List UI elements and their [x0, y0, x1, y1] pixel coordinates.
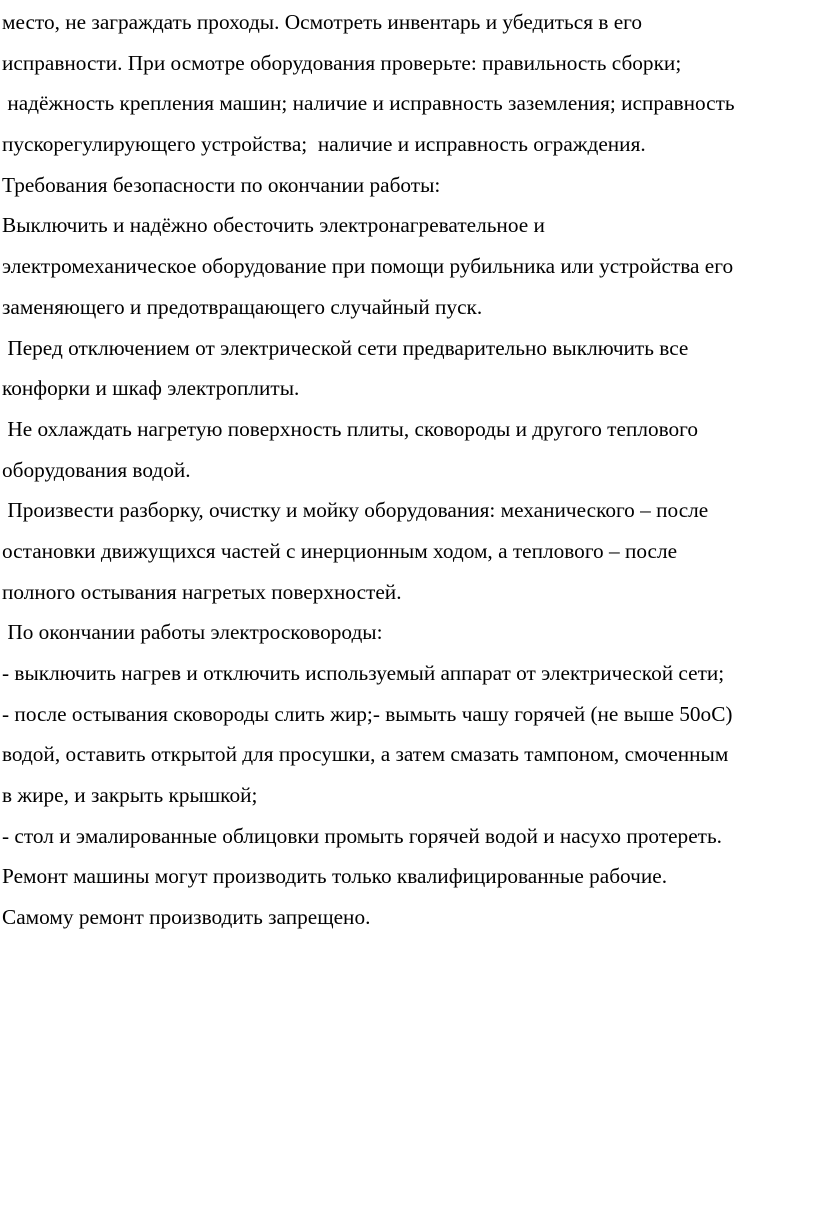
- text-line: Ремонт машины могут производить только квалифицированные рабочие.: [2, 864, 668, 889]
- text-line: Не охлаждать нагретую поверхность плиты, сковороды и другого теплового: [2, 416, 699, 441]
- text-line: - стол и эмалированные облицовки промыть горячей водой и насухо протереть.: [2, 823, 723, 848]
- text-line: в жире, и закрыть крышкой;: [2, 783, 258, 808]
- text-line: По окончании работы электросковороды:: [2, 620, 383, 645]
- text-line: Выключить и надёжно обесточить электронагревательное и: [2, 213, 545, 238]
- text-line: конфорки и шкаф электроплиты.: [2, 376, 300, 401]
- text-line: Самому ремонт производить запрещено.: [2, 905, 371, 930]
- text-line: Перед отключением от электрической сети предварительно выключить все: [2, 335, 689, 360]
- text-line: исправности. При осмотре оборудования проверьте: правильность сборки;: [2, 50, 682, 75]
- text-line: пускорегулирующего устройства; наличие и исправность ограждения.: [2, 132, 646, 157]
- text-line: водой, оставить открытой для просушки, а затем смазать тампоном, смоченным: [2, 742, 729, 767]
- text-line: надёжность крепления машин; наличие и исправность заземления; исправность: [2, 91, 735, 116]
- section-heading: Требования безопасности по окончании работы:: [2, 172, 441, 197]
- document-text: [2, 2, 814, 938]
- text-line: - после остывания сковороды слить жир;- вымыть чашу горячей (не выше 50оС): [2, 701, 733, 726]
- text-line: электромеханическое оборудование при помощи рубильника или устройства его: [2, 254, 734, 279]
- text-line: заменяющего и предотвращающего случайный пуск.: [2, 294, 483, 319]
- text-line: Произвести разборку, очистку и мойку оборудования: механического – после: [2, 498, 709, 523]
- text-line: место, не заграждать проходы. Осмотреть инвентарь и убедиться в его: [2, 10, 643, 34]
- text-line: остановки движущихся частей с инерционным ходом, а теплового – после: [2, 538, 678, 563]
- text-line: полного остывания нагретых поверхностей.: [2, 579, 402, 604]
- text-line: - выключить нагрев и отключить используемый аппарат от электрической сети;: [2, 661, 725, 685]
- text-line: оборудования водой.: [2, 457, 191, 482]
